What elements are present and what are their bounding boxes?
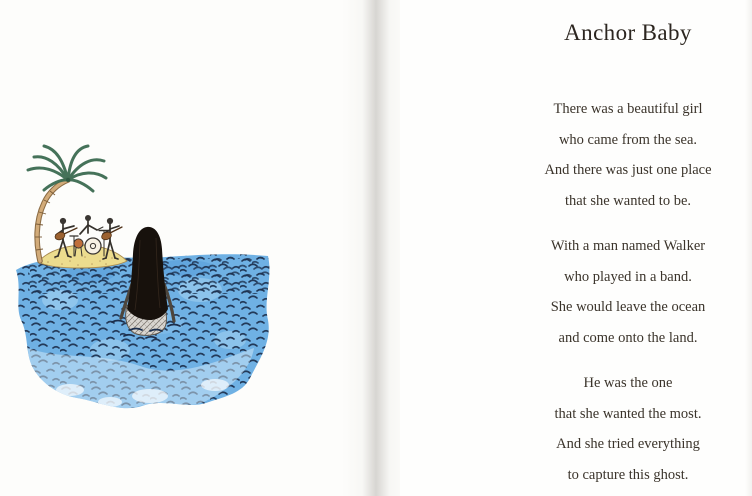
poem-stanza-1: [505, 94, 751, 216]
poem-stanza-3: [505, 368, 751, 490]
poem-line: who played in a band.: [564, 268, 692, 285]
girl-hair: [127, 227, 168, 320]
palm-crown: [66, 178, 70, 182]
poem-stanza-2: [505, 231, 751, 353]
poem-line: and come onto the land.: [558, 329, 698, 346]
poem-title: Anchor Baby: [564, 20, 692, 45]
guitar-body: [54, 231, 66, 241]
poem-line: And there was just one place: [544, 162, 712, 178]
palm-fronds: [28, 146, 106, 191]
bass-drum: [85, 238, 101, 254]
poem-line: that she wanted the most.: [554, 405, 702, 422]
poem-line: He was the one: [583, 375, 673, 391]
island: [38, 245, 127, 268]
left-page: [0, 0, 360, 496]
island-sand: [38, 245, 127, 268]
right-page: [400, 0, 752, 496]
poem: [505, 94, 751, 490]
poem-line: to capture this ghost.: [567, 466, 689, 483]
poem-line: that she wanted to be.: [564, 192, 692, 209]
poem-line: And she tried everything: [556, 436, 700, 452]
poem-line: With a man named Walker: [550, 238, 706, 254]
mermaid-island-illustration: [0, 0, 360, 496]
floor-tom: [74, 239, 83, 248]
poem-line: who came from the sea.: [558, 131, 698, 148]
poem-line: She would leave the ocean: [550, 299, 706, 315]
poem-line: There was a beautiful girl: [553, 101, 703, 117]
